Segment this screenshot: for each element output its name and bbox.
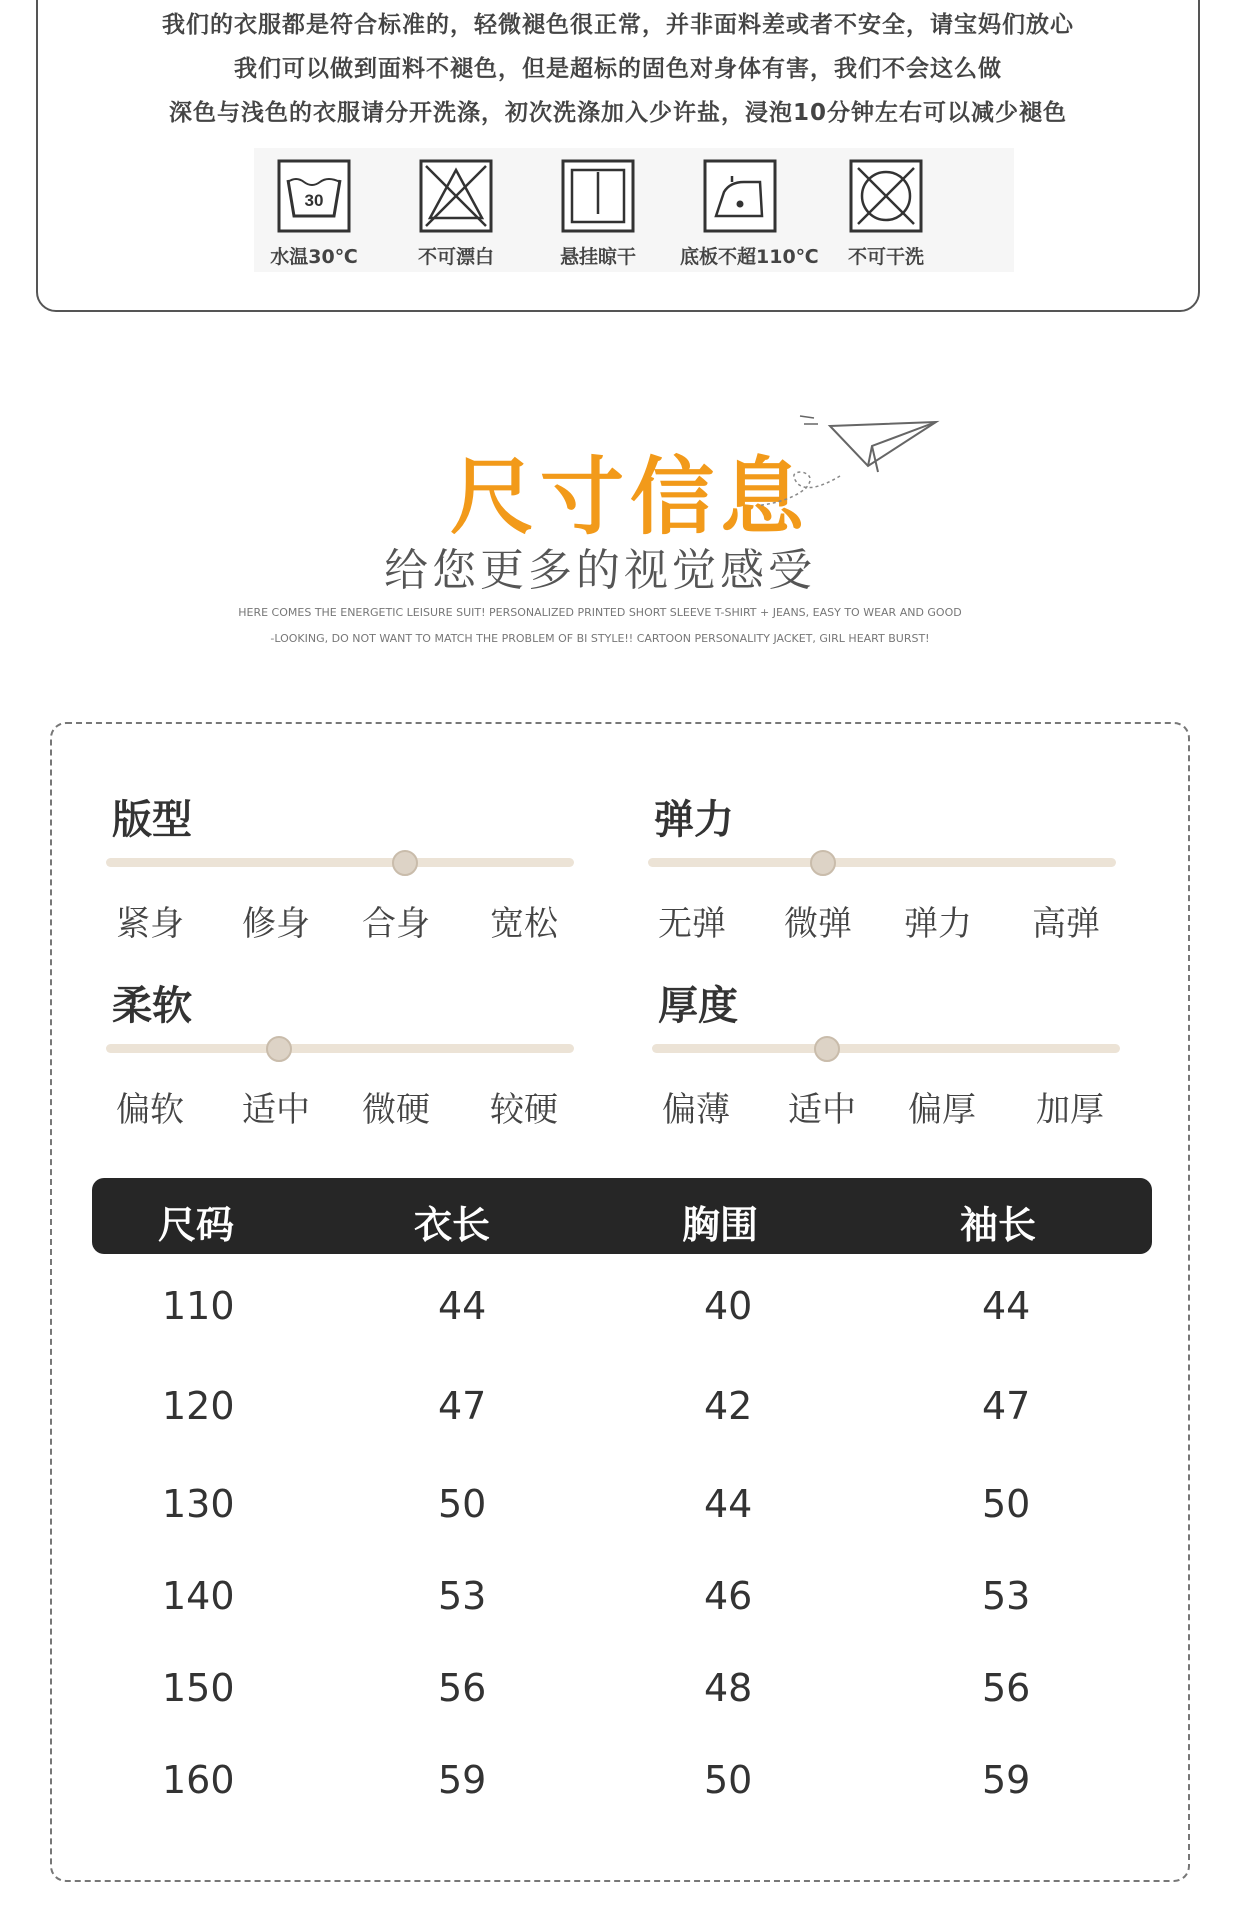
cell-sleeve: 56 <box>982 1666 1031 1710</box>
hang-dry-icon <box>560 158 636 234</box>
care-item-hang-dry <box>538 158 658 269</box>
care-label-no-dry-clean: 不可干洗 <box>847 246 924 268</box>
option-label: 弹力 <box>904 904 972 944</box>
cell-sleeve: 53 <box>982 1574 1031 1618</box>
cell-chest: 44 <box>704 1482 753 1526</box>
no-bleach-icon <box>418 158 494 234</box>
option-label: 微弹 <box>784 904 852 944</box>
attribute-thickness <box>652 974 1132 1134</box>
care-label-iron: 底板不超110℃ <box>680 246 819 268</box>
size-info-card <box>50 722 1190 1882</box>
care-note-line-1: 我们的衣服都是符合标准的，轻微褪色很正常，并非面料差或者不安全，请宝妈们放心 <box>162 12 1074 38</box>
table-row <box>52 1574 1188 1654</box>
slider-track <box>106 858 574 867</box>
option-label: 较硬 <box>490 1090 558 1130</box>
size-table-header <box>92 1178 1152 1254</box>
cell-size: 140 <box>162 1574 235 1618</box>
cell-chest: 48 <box>704 1666 753 1710</box>
svg-text:30: 30 <box>304 191 324 210</box>
option-label: 修身 <box>242 904 310 944</box>
cell-chest: 40 <box>704 1284 753 1328</box>
attribute-elasticity <box>648 788 1128 948</box>
care-item-iron <box>680 158 819 269</box>
care-item-no-dry-clean <box>826 158 946 269</box>
option-label: 合身 <box>362 904 430 944</box>
care-label-wash: 水温30℃ <box>270 246 358 268</box>
cell-size: 120 <box>162 1384 235 1428</box>
slider-track <box>648 858 1116 867</box>
care-instructions-box <box>36 0 1200 312</box>
attribute-title: 厚度 <box>658 983 738 1029</box>
option-label: 紧身 <box>116 904 184 944</box>
cell-chest: 42 <box>704 1384 753 1428</box>
cell-chest: 50 <box>704 1758 753 1802</box>
column-header-size: 尺码 <box>158 1203 235 1247</box>
slider-knob <box>392 850 418 876</box>
slider-track <box>652 1044 1120 1053</box>
cell-length: 56 <box>438 1666 487 1710</box>
size-info-title: 尺寸信息 <box>450 448 811 546</box>
table-row <box>52 1758 1188 1838</box>
table-row <box>52 1482 1188 1562</box>
attribute-softness <box>106 974 586 1134</box>
column-header-chest: 胸围 <box>682 1203 759 1247</box>
cell-length: 53 <box>438 1574 487 1618</box>
cell-length: 50 <box>438 1482 487 1526</box>
option-label: 无弹 <box>658 904 726 944</box>
attribute-title: 版型 <box>112 797 192 843</box>
cell-chest: 46 <box>704 1574 753 1618</box>
option-label: 偏软 <box>116 1090 184 1130</box>
table-row <box>52 1384 1188 1464</box>
slider-knob <box>810 850 836 876</box>
paper-plane-icon <box>760 410 950 510</box>
cell-sleeve: 59 <box>982 1758 1031 1802</box>
slider-knob <box>266 1036 292 1062</box>
english-slogan-line-1: HERE COMES THE ENERGETIC LEISURE SUIT! PERSONALIZED PRINTED SHORT SLEEVE T-SHIRT + JEANS, EASY TO WEAR AND GOOD <box>238 606 962 619</box>
option-label: 加厚 <box>1036 1090 1104 1130</box>
no-dry-clean-icon <box>848 158 924 234</box>
cell-length: 47 <box>438 1384 487 1428</box>
option-label: 适中 <box>242 1090 310 1130</box>
cell-size: 130 <box>162 1482 235 1526</box>
care-label-no-bleach: 不可漂白 <box>417 246 494 268</box>
wash-30-icon <box>276 158 352 234</box>
table-row <box>52 1284 1188 1364</box>
care-note-line-3: 深色与浅色的衣服请分开洗涤，初次洗涤加入少许盐，浸泡10分钟左右可以减少褪色 <box>168 100 1067 126</box>
cell-size: 110 <box>162 1284 235 1328</box>
care-item-wash <box>254 158 374 269</box>
iron-icon <box>702 158 778 234</box>
cell-size: 160 <box>162 1758 235 1802</box>
option-label: 微硬 <box>362 1090 430 1130</box>
option-label: 宽松 <box>490 904 558 944</box>
cell-size: 150 <box>162 1666 235 1710</box>
english-slogan-line-2: -LOOKING, DO NOT WANT TO MATCH THE PROBLEM OF BI STYLE!! CARTOON PERSONALITY JACKET, GIRL HEART BURST! <box>270 632 930 645</box>
option-label: 适中 <box>788 1090 856 1130</box>
slider-knob <box>814 1036 840 1062</box>
care-icons-strip <box>254 148 1014 272</box>
cell-length: 44 <box>438 1284 487 1328</box>
attribute-title: 弹力 <box>654 797 734 843</box>
cell-sleeve: 47 <box>982 1384 1031 1428</box>
option-label: 偏薄 <box>662 1090 730 1130</box>
table-row <box>52 1666 1188 1746</box>
slider-track <box>106 1044 574 1053</box>
attribute-title: 柔软 <box>112 983 192 1029</box>
care-label-hang-dry: 悬挂晾干 <box>559 246 636 268</box>
cell-length: 59 <box>438 1758 487 1802</box>
option-label: 偏厚 <box>908 1090 976 1130</box>
cell-sleeve: 44 <box>982 1284 1031 1328</box>
column-header-length: 衣长 <box>414 1203 491 1247</box>
attribute-fit <box>106 788 586 948</box>
care-note-line-2: 我们可以做到面料不褪色，但是超标的固色对身体有害，我们不会这么做 <box>234 56 1002 82</box>
care-item-no-bleach <box>396 158 516 269</box>
size-info-subtitle: 给您更多的视觉感受 <box>384 545 816 596</box>
option-label: 高弹 <box>1032 904 1100 944</box>
cell-sleeve: 50 <box>982 1482 1031 1526</box>
column-header-sleeve: 袖长 <box>960 1203 1037 1247</box>
